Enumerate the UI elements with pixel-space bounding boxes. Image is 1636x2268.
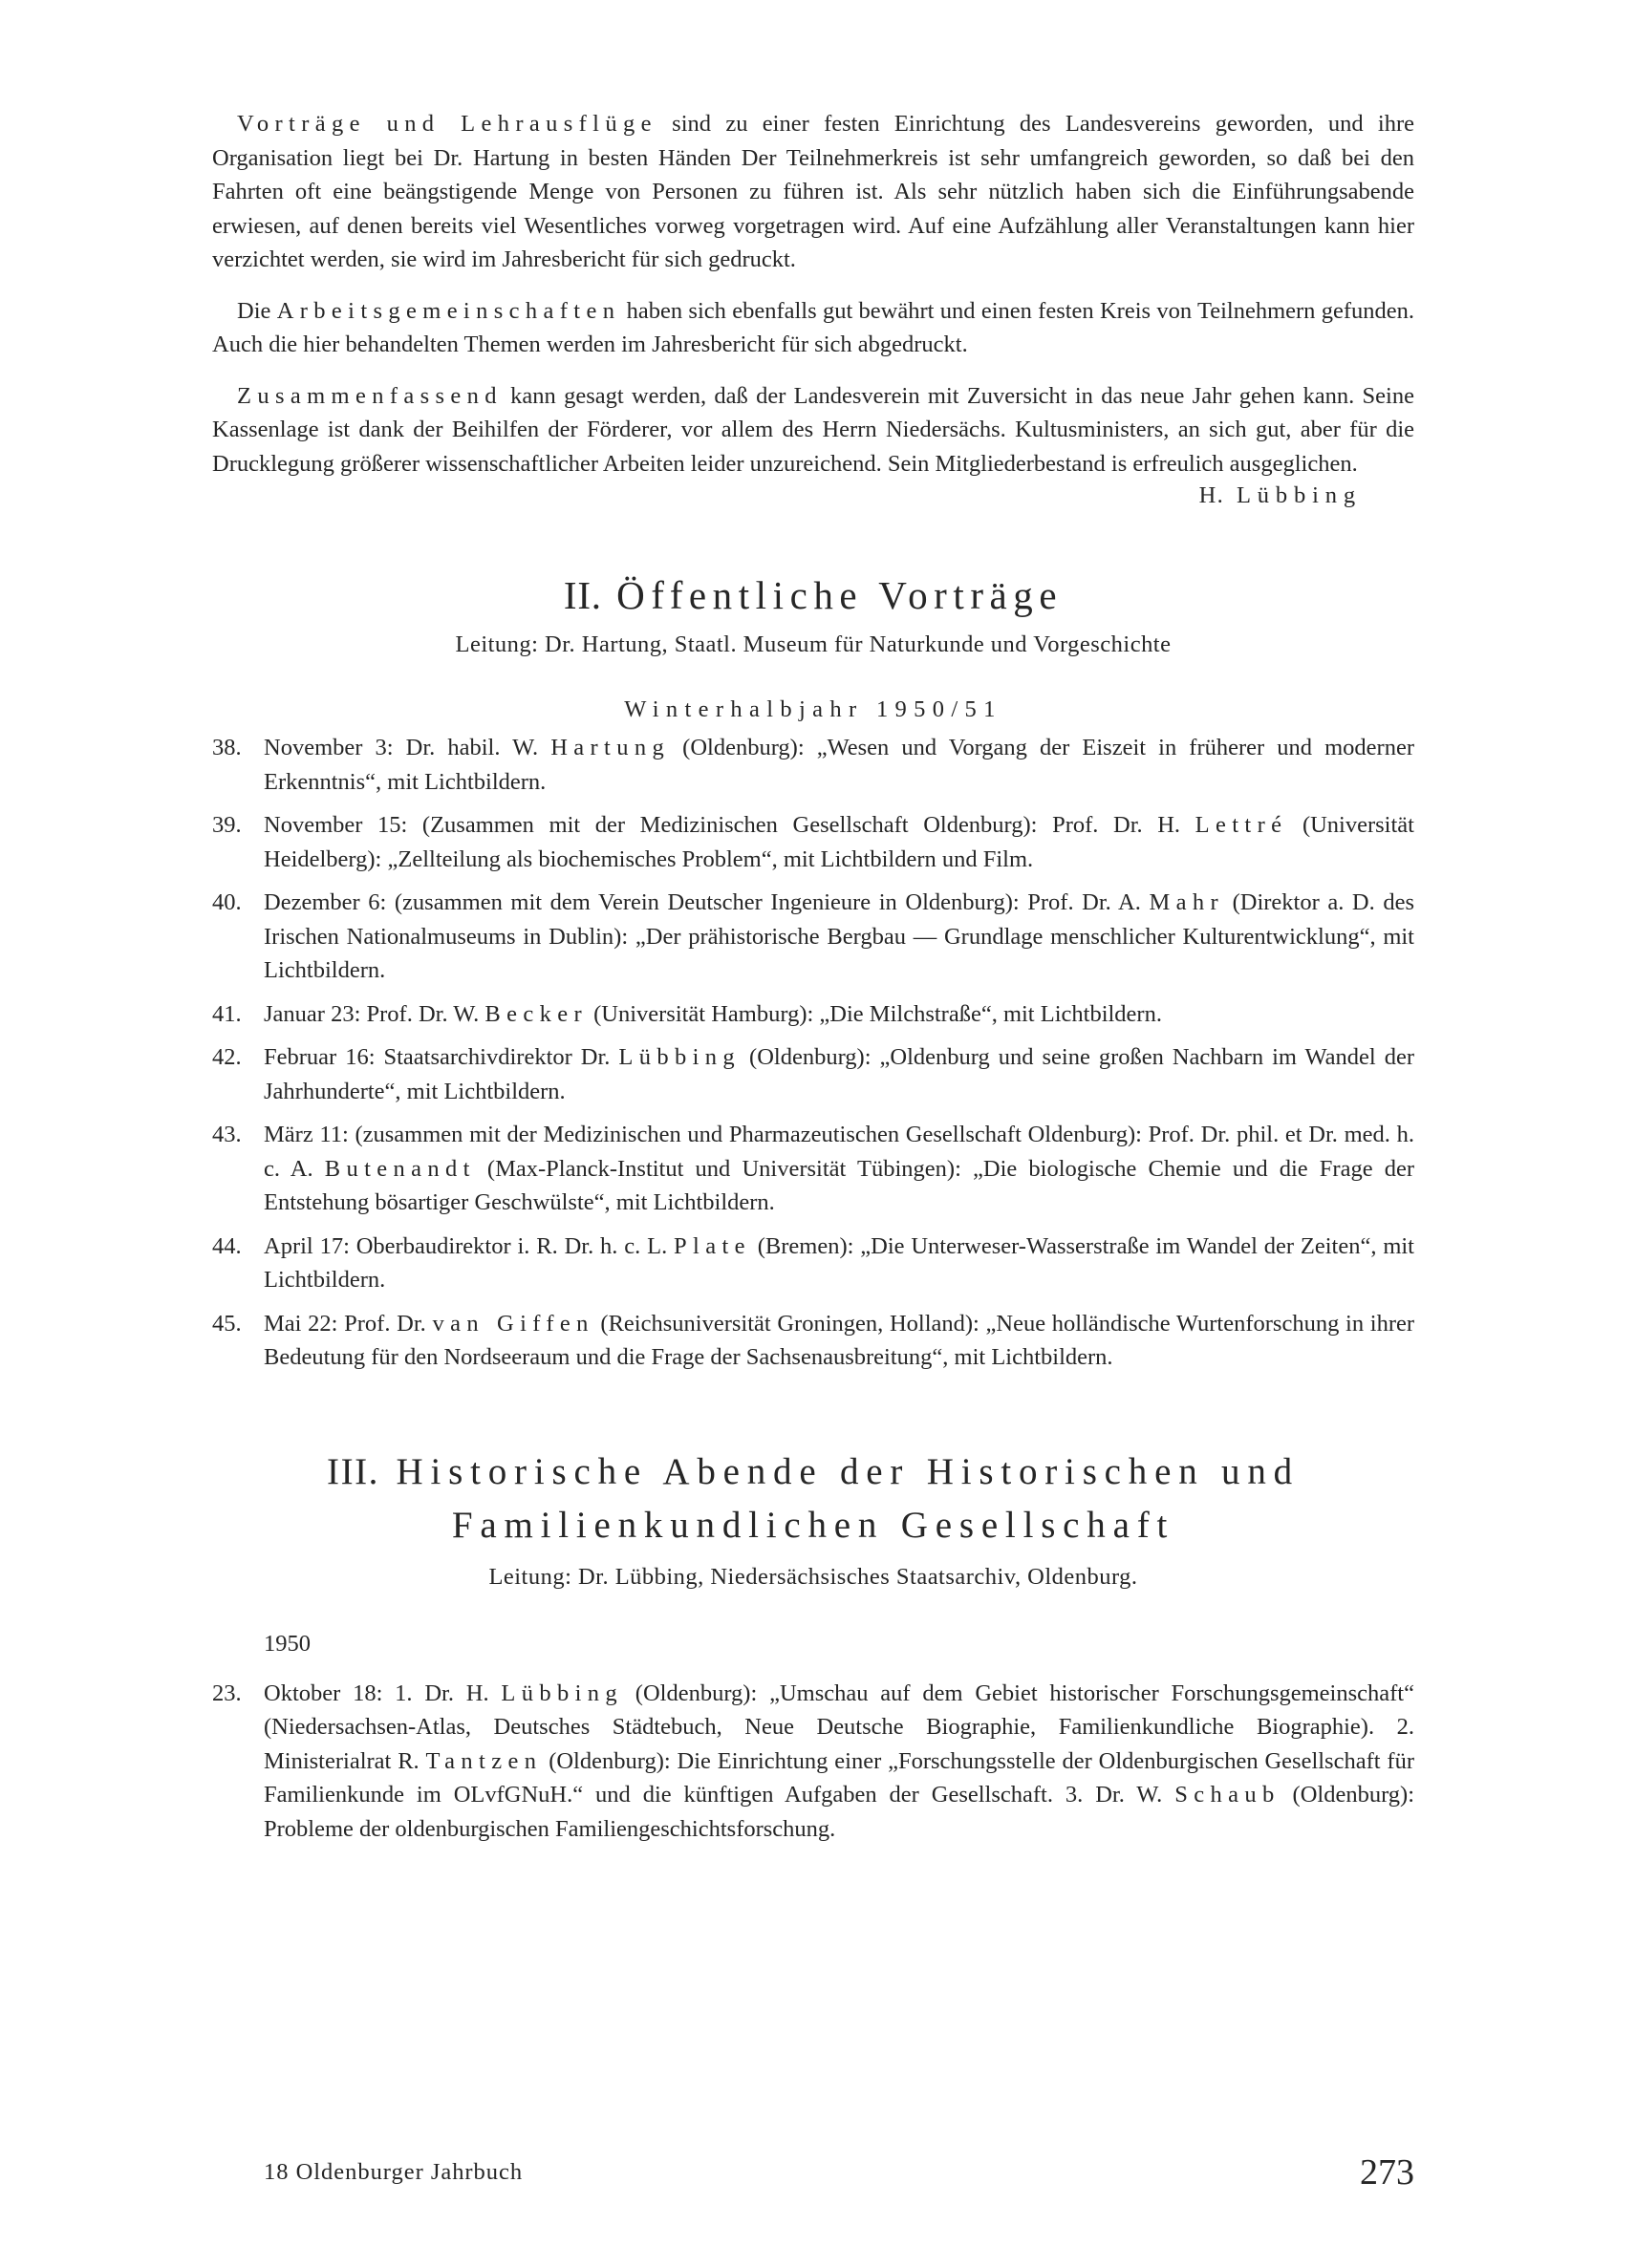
speaker-name: Lübbing xyxy=(618,1044,742,1070)
entry-number: 41. xyxy=(212,1000,242,1027)
lecture-entry xyxy=(212,997,1414,1032)
lecture-entry xyxy=(212,731,1414,799)
paragraph-text: sind zu einer festen Einrichtung des Landesvereins geworden, und ihre Organisation liegt bei Dr. Hartung in besten Händen Der Teilnehmerkreis ist sehr umfangreich geworden, so daß bei den Fahrten oft eine beängstigende Menge von Personen zu führen ist. Als sehr nützlich haben sich die Einführungsabende erwiesen, auf denen bereits viel Wesentliches vorweg vorgetragen wird. Auf eine Aufzählung aller Veranstaltungen kann hier verzichtet werden, sie wird im Jahresbericht für sich gedruckt. xyxy=(212,111,1414,272)
lecture-list xyxy=(212,731,1414,1375)
entry-text-a: November 15: (Zusammen mit der Medizinischen Gesellschaft Oldenburg): Prof. Dr. H. xyxy=(264,812,1195,838)
entry-text-b: (Bremen): „Die Unterweser-Wasserstraße im Wandel der Zeiten“, mit Lichtbildern. xyxy=(264,1232,1414,1293)
section-heading-historische-abende xyxy=(212,1445,1414,1552)
entry-text-b: (Direktor a. D. des Irischen Nationalmuseums in Dublin): „Der prähistorische Bergbau — Grundlage menschlicher Kulturentwicklung“, mit Lichtbildern. xyxy=(264,889,1414,983)
speaker-name: Mahr xyxy=(1149,889,1225,915)
entry-text-b: (Oldenburg): „Oldenburg und seine großen Nachbarn im Wandel der Jahrhunderte“, mit Lichtbildern. xyxy=(264,1044,1414,1104)
entry-text-b: (Oldenburg): „Umschau auf dem Gebiet historischer Forschungsgemeinschaft“ (Niedersachsen-Atlas, Deutsches Städtebuch, Neue Deutsche Biographie, Familienkundliche Biographie). 2. Ministerialrat R. xyxy=(264,1680,1414,1774)
speaker-name: Hartung xyxy=(550,735,671,760)
paragraph-text: kann gesagt werden, daß der Landesverein mit Zuversicht in das neue Jahr gehen kann. Seine Kassenlage ist dank der Beihilfen der Förderer, vor allem des Herrn Niedersächs. Kultusministers, an sich gut, aber für die Drucklegung größerer wissenschaftlicher Arbeiten leider unzureichend. Sein Mitgliederbestand is erfreulich ausgeglichen. xyxy=(212,382,1414,477)
lecture-entry xyxy=(212,886,1414,988)
historical-evening-entry xyxy=(212,1677,1414,1847)
entry-text xyxy=(264,1677,1414,1847)
entry-number: 39. xyxy=(212,812,242,838)
season-heading: Winterhalbjahr 1950/51 xyxy=(624,696,1002,722)
entry-text-b: (Universität Heidelberg): „Zellteilung als biochemisches Problem“, mit Lichtbildern und Film. xyxy=(264,812,1414,872)
entry-number: 42. xyxy=(212,1044,242,1070)
entry-number: 23. xyxy=(212,1680,242,1706)
speaker-name: Butenandt xyxy=(324,1155,476,1182)
signature-name: Lübbing xyxy=(1236,482,1362,508)
paragraph-zusammenfassend xyxy=(212,379,1414,481)
entry-text xyxy=(264,1230,1414,1297)
page-number: 273 xyxy=(1360,2152,1414,2193)
entry-text-a: Januar 23: Prof. Dr. W. xyxy=(264,1000,485,1027)
lecture-entry xyxy=(212,1040,1414,1108)
entry-text xyxy=(264,1040,1414,1108)
entry-text-a: Oktober 18: 1. Dr. H. xyxy=(264,1680,502,1706)
entry-text-d: (Oldenburg): Probleme der oldenburgischen Familiengeschichtsforschung. xyxy=(264,1782,1415,1842)
entry-number: 45. xyxy=(212,1310,242,1337)
speaker-name: van Giffen xyxy=(432,1310,594,1337)
leitung-line: Leitung: Dr. Hartung, Staatl. Museum für Naturkunde und Vorgeschichte xyxy=(455,631,1172,657)
section-numeral: III. xyxy=(327,1450,379,1492)
entry-text-c: (Oldenburg): Die Einrichtung einer „Forschungsstelle der Oldenburgischen Gesellschaft für Familienkunde im OLvfGNuH.“ und die künftigen Aufgaben der Gesellschaft. 3. Dr. W. xyxy=(264,1747,1414,1808)
spaced-term: Vorträge und Lehrausflüge xyxy=(237,111,657,137)
entry-text-b: (Reichsuniversität Groningen, Holland): „Neue holländische Wurtenforschung in ihrer Bedeutung für den Nordseeraum und die Frage der Sachsenausbreitung“, mit Lichtbildern. xyxy=(264,1310,1415,1370)
entry-text xyxy=(264,997,1414,1032)
section-heading-vortraege xyxy=(212,572,1414,618)
lecture-entry xyxy=(212,1307,1414,1375)
section-title-line-2: Familienkundlichen Gesellschaft xyxy=(451,1504,1175,1546)
entry-text-a: März 11: (zusammen mit der Medizinischen und Pharmazeutischen Gesellschaft Oldenburg): Prof. Dr. phil. et Dr. med. h. c. A. xyxy=(264,1122,1414,1182)
speaker-name: Tantzen xyxy=(425,1747,543,1774)
entry-text xyxy=(264,731,1414,799)
footer-journal: 18 Oldenburger Jahrbuch xyxy=(264,2159,524,2185)
spaced-term: Arbeitsgemeinschaften xyxy=(276,297,621,324)
lecture-entry xyxy=(212,1230,1414,1297)
entry-text xyxy=(264,1118,1414,1220)
paragraph-vortraege xyxy=(212,107,1414,277)
spaced-term: Zusammenfassend xyxy=(237,382,503,409)
paragraph-arbeitsgemeinschaften xyxy=(212,294,1414,362)
speaker-name: Lübbing xyxy=(501,1680,624,1706)
entry-number: 43. xyxy=(212,1122,242,1147)
signature-initial: H. xyxy=(1198,482,1224,508)
speaker-name: Schaub xyxy=(1174,1782,1281,1808)
leitung-line: Leitung: Dr. Lübbing, Niedersächsisches Staatsarchiv, Oldenburg. xyxy=(488,1563,1138,1590)
entry-text-b: (Max-Planck-Institut und Universität Tübingen): „Die biologische Chemie und die Frage der Entstehung bösartiger Geschwülste“, mit Lichtbildern. xyxy=(264,1155,1415,1215)
section-title: Öffentliche Vorträge xyxy=(616,573,1064,617)
entry-text xyxy=(264,886,1414,988)
page-content xyxy=(212,107,1414,1855)
entry-text-a: Mai 22: Prof. Dr. xyxy=(264,1310,433,1337)
entry-number: 40. xyxy=(212,889,242,915)
entry-number: 44. xyxy=(212,1232,242,1259)
lecture-entry xyxy=(212,1118,1414,1220)
speaker-name: Lettré xyxy=(1195,812,1288,838)
paragraph-lead: Die xyxy=(237,297,277,324)
entry-text xyxy=(264,808,1414,876)
entry-text-a: Dezember 6: (zusammen mit dem Verein Deutscher Ingenieure in Oldenburg): Prof. Dr. A. xyxy=(264,889,1150,915)
section-title-line-1: Historische Abende der Historischen und xyxy=(396,1450,1300,1492)
paragraph-text: haben sich ebenfalls gut bewährt und einen festen Kreis von Teilnehmern gefunden. Auch die hier behandelten Themen werden im Jahresbericht für sich abgedruckt. xyxy=(212,297,1415,357)
signature xyxy=(212,482,1414,509)
year-heading: 1950 xyxy=(264,1630,311,1657)
section-numeral: II. xyxy=(563,573,602,617)
speaker-name: Plate xyxy=(674,1232,751,1259)
entry-text xyxy=(264,1307,1414,1375)
lecture-entry xyxy=(212,808,1414,876)
speaker-name: Becker xyxy=(484,1000,588,1027)
entry-text-a: April 17: Oberbaudirektor i. R. Dr. h. c. L. xyxy=(264,1232,675,1259)
entry-text-b: (Universität Hamburg): „Die Milchstraße“, mit Lichtbildern. xyxy=(587,1000,1162,1027)
entry-text-a: November 3: Dr. habil. W. xyxy=(264,735,551,760)
entry-text-b: (Oldenburg): „Wesen und Vorgang der Eiszeit in früherer und moderner Erkenntnis“, mit Lichtbildern. xyxy=(264,735,1414,795)
page-footer xyxy=(264,2151,1414,2193)
entry-text-a: Februar 16: Staatsarchivdirektor Dr. xyxy=(264,1044,619,1070)
entry-number: 38. xyxy=(212,735,242,760)
